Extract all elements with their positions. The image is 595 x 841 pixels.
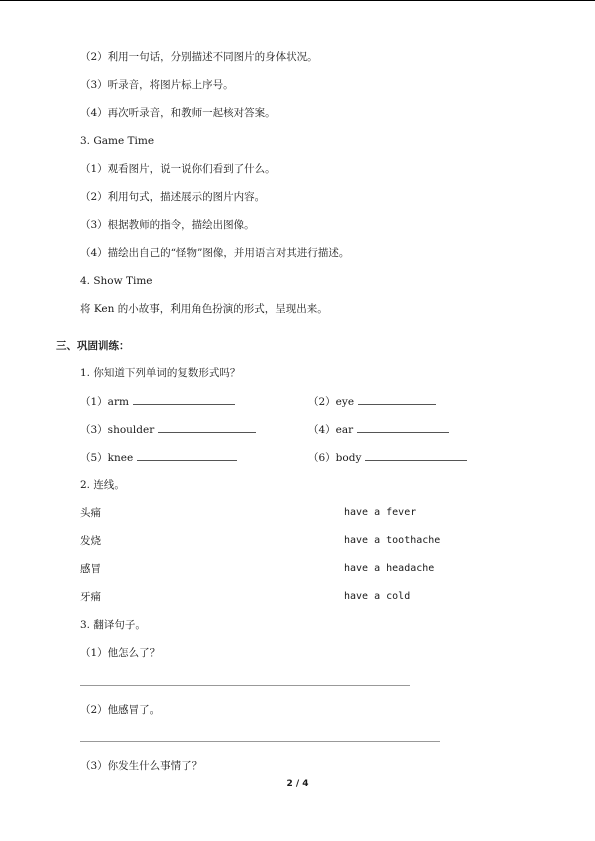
q1-item-2 (308, 394, 436, 409)
answer-blank[interactable] (358, 394, 436, 405)
match-left-item[interactable]: 发烧 (80, 535, 101, 547)
game-time-step-1: （1）观看图片，说一说你们看到了什么。 (80, 163, 276, 175)
q3-item-1: （1）他怎么了？ (80, 647, 161, 659)
q1-item-5 (80, 450, 237, 465)
step-2-line: （2）利用一句话，分别描述不同图片的身体状况。 (80, 51, 318, 63)
q1-item-4 (308, 422, 449, 437)
match-left-item[interactable]: 牙痛 (80, 591, 101, 603)
match-right-item[interactable]: have a fever (344, 507, 417, 518)
answer-line[interactable] (80, 741, 440, 742)
show-time-heading: 4. Show Time (80, 275, 153, 287)
show-time-text: 将 Ken 的小故事，利用角色扮演的形式，呈现出来。 (80, 303, 328, 315)
match-right-item[interactable]: have a headache (344, 563, 435, 574)
q3-title: 3. 翻译句子。 (80, 619, 146, 631)
q1-item-label: （3）shoulder (80, 424, 155, 436)
q3-item-3: （3）你发生什么事情了？ (80, 760, 203, 772)
answer-blank[interactable] (137, 450, 237, 461)
q1-title: 1. 你知道下列单词的复数形式吗？ (80, 367, 241, 379)
page-number: 2 / 4 (286, 779, 309, 789)
answer-line[interactable] (80, 685, 410, 686)
q1-item-label: （1）arm (80, 396, 129, 408)
q3-item-2: （2）他感冒了。 (80, 704, 161, 716)
match-left-item[interactable]: 感冒 (80, 563, 101, 575)
game-time-step-4: （4）描绘出自己的“怪物”图像，并用语言对其进行描述。 (80, 247, 350, 259)
q1-item-label: （2）eye (308, 396, 355, 408)
answer-blank[interactable] (365, 450, 467, 461)
answer-blank[interactable] (158, 422, 256, 433)
section-3-title: 三、巩固训练： (56, 340, 130, 352)
q1-item-label: （5）knee (80, 452, 134, 464)
answer-blank[interactable] (133, 394, 235, 405)
answer-blank[interactable] (357, 422, 449, 433)
q2-title: 2. 连线。 (80, 479, 125, 491)
game-time-heading: 3. Game Time (80, 135, 155, 147)
step-3-line: （3）听录音，将图片标上序号。 (80, 79, 234, 91)
page-top-border (0, 0, 595, 1)
q1-item-3 (80, 422, 256, 437)
match-right-item[interactable]: have a cold (344, 591, 411, 602)
match-right-item[interactable]: have a toothache (344, 535, 441, 546)
step-4-line: （4）再次听录音，和教师一起核对答案。 (80, 107, 276, 119)
game-time-step-3: （3）根据教师的指令，描绘出图像。 (80, 219, 255, 231)
q1-item-6 (308, 450, 467, 465)
q1-item-label: （4）ear (308, 424, 354, 436)
q1-item-1 (80, 394, 235, 409)
q1-item-label: （6）body (308, 452, 362, 464)
match-left-item[interactable]: 头痛 (80, 507, 101, 519)
game-time-step-2: （2）利用句式，描述展示的图片内容。 (80, 191, 266, 203)
